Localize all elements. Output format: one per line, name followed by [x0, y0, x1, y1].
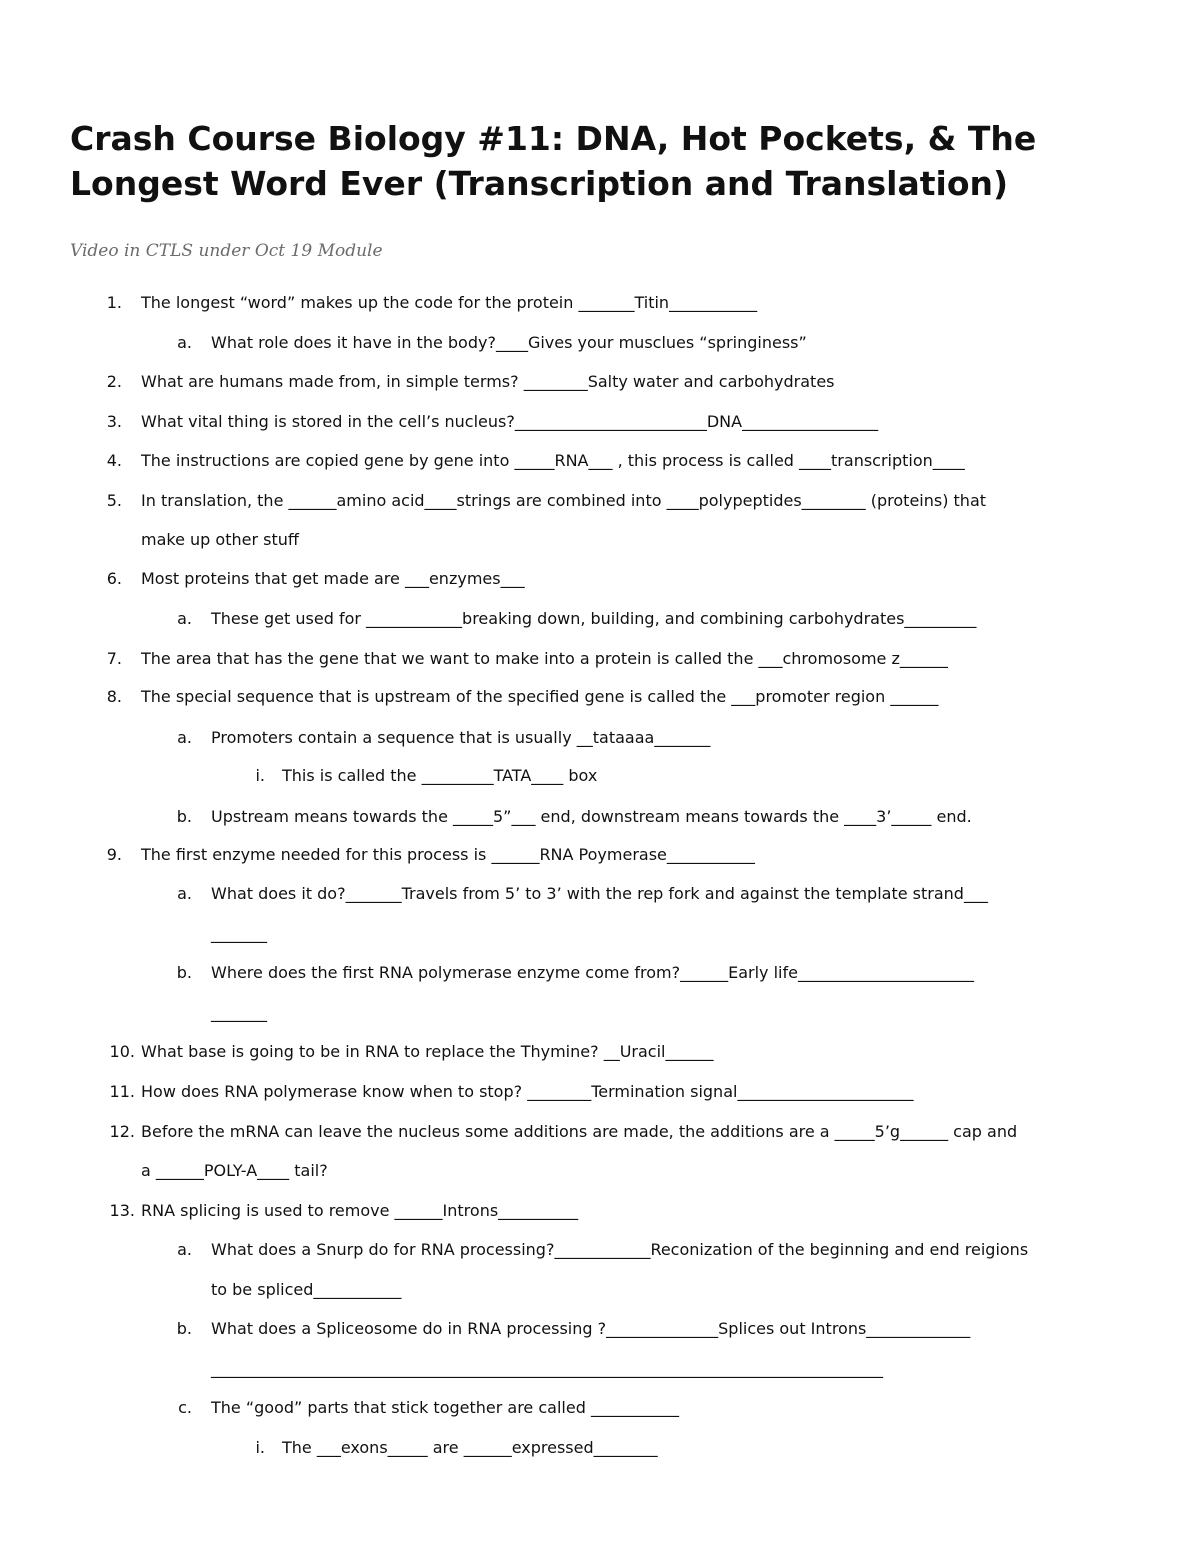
worksheet-subtitle: Video in CTLS under Oct 19 Module — [70, 241, 383, 261]
question-text: The first enzyme needed for this process is ______RNA Poymerase___________ — [141, 845, 755, 864]
question-number: 6. — [106, 569, 122, 588]
question-text: What base is going to be in RNA to replace the Thymine? __Uracil______ — [141, 1042, 714, 1061]
question-number: 9. — [106, 845, 122, 864]
question-text: _______ — [211, 1003, 267, 1022]
question-number: i. — [255, 1438, 265, 1457]
question-number: 7. — [106, 649, 122, 668]
question-text: The “good” parts that stick together are called ___________ — [211, 1398, 679, 1417]
question-number: c. — [178, 1398, 192, 1417]
question-number: 12. — [109, 1122, 135, 1141]
question-text: RNA splicing is used to remove ______Introns__________ — [141, 1201, 579, 1220]
question-text: These get used for ____________breaking down, building, and combining carbohydrates_________ — [211, 609, 977, 628]
worksheet-title: Crash Course Biology #11: DNA, Hot Pockets, & The Longest Word Ever (Transcription and Translation) — [70, 119, 1037, 203]
question-number: b. — [176, 807, 192, 826]
question-text: What vital thing is stored in the cell’s nucleus?________________________DNA_________________ — [141, 412, 879, 431]
question-text: Where does the first RNA polymerase enzyme come from?______Early life______________________ — [211, 963, 974, 982]
question-number: 13. — [109, 1201, 135, 1220]
question-text: to be spliced___________ — [211, 1280, 402, 1299]
question-text: The instructions are copied gene by gene into _____RNA___ , this process is called ____transcription____ — [141, 451, 965, 470]
question-number: 1. — [106, 293, 122, 312]
question-number: b. — [176, 963, 192, 982]
question-text: Upstream means towards the _____5”___ end, downstream means towards the ____3’_____ end. — [211, 807, 972, 826]
question-text: What are humans made from, in simple terms? ________Salty water and carbohydrates — [141, 372, 835, 391]
question-number: 8. — [106, 687, 122, 706]
question-text: The longest “word” makes up the code for the protein _______Titin___________ — [141, 293, 758, 312]
question-number: a. — [177, 728, 192, 747]
question-text: The ___exons_____ are ______expressed________ — [282, 1438, 658, 1457]
question-text: a ______POLY-A____ tail? — [141, 1161, 328, 1180]
question-number: 10. — [109, 1042, 135, 1061]
question-text: In translation, the ______amino acid____strings are combined into ____polypeptides________ (proteins) that — [141, 491, 987, 510]
question-number: 5. — [106, 491, 122, 510]
question-text: The special sequence that is upstream of the specified gene is called the ___promoter region ______ — [141, 687, 939, 706]
question-text: This is called the _________TATA____ box — [282, 766, 598, 785]
question-text: What role does it have in the body?____Gives your musclues “springiness” — [211, 333, 807, 352]
question-text: Promoters contain a sequence that is usually __tataaaa_______ — [211, 728, 711, 747]
question-text: What does a Snurp do for RNA processing?____________Reconization of the beginning and end reigions — [211, 1240, 1029, 1259]
question-text: What does a Spliceosome do in RNA processing ?______________Splices out Introns_____________ — [211, 1319, 971, 1338]
question-number: 3. — [106, 412, 122, 431]
question-number: a. — [177, 609, 192, 628]
question-number: i. — [255, 766, 265, 785]
question-text: ____________________________________________________________________________________ — [211, 1359, 883, 1378]
question-text: Before the mRNA can leave the nucleus some additions are made, the additions are a _____5’g______ cap and — [141, 1122, 1018, 1141]
question-text: make up other stuff — [141, 530, 299, 549]
question-text: What does it do?_______Travels from 5’ to 3’ with the rep fork and against the template strand___ — [211, 884, 988, 903]
question-text: _______ — [211, 924, 267, 943]
question-number: 11. — [109, 1082, 135, 1101]
question-number: a. — [177, 333, 192, 352]
question-number: 4. — [106, 451, 122, 470]
question-text: How does RNA polymerase know when to stop? ________Termination signal______________________ — [141, 1082, 914, 1101]
question-number: a. — [177, 1240, 192, 1259]
question-text: Most proteins that get made are ___enzymes___ — [141, 569, 525, 588]
question-text: The area that has the gene that we want to make into a protein is called the ___chromosome z______ — [141, 649, 948, 668]
question-number: a. — [177, 884, 192, 903]
question-number: b. — [176, 1319, 192, 1338]
question-number: 2. — [106, 372, 122, 391]
